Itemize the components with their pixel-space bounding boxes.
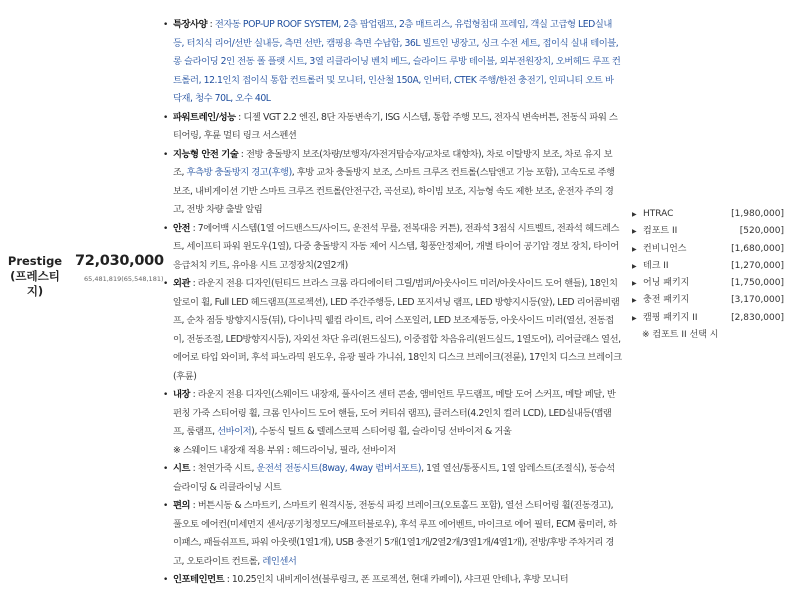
triangle-right-icon: ▶ [632,245,637,253]
spec-text: 디젤 VGT 2.2 엔진, 8단 자동변속기, ISG 시스템, 통합 주행 모드, 전자식 변속버튼, 전동식 파워 스티어링, 후륜 멀티 링크 서스펜션 [173,111,618,141]
spec-text: 라운지 전용 디자인(틴티드 브라스 크롬 라디에이터 그릴/범퍼/아웃사이드 미러/아웃사이드 도어 핸들), 18인치 알로이 휠, Full LED 헤드램프(프로젝션), LED 주간주행등, LED 포지셔닝 램프, LED 방향지시등(앞), LED 리어콤비램프, 순차 점등 방향지시등(뒤), 다이나믹 웰컴 라이트, 리어 스포일러, LED 보조제동등, 아웃사이드 미러(열선, 전동접이, 전동조절, LED방향지시등), 자외선 차단 유리(윈드실드), 이중접합 차음유리(윈드실드, 1열도어), 리어글래스 열선, 에어로 타입 와이퍼, 후석 파노라믹 윈도우, 유광 필라 가니쉬, 18인치 디스크 브레이크(전륜), 17인치 디스크 브레이크(후륜) [173,278,622,382]
spec-item [162,497,622,571]
option-name: 캠핑 패키지 II [643,312,698,323]
option-name: 어닝 패키지 [643,278,690,289]
trim-name-en: Prestige [7,254,63,268]
spec-category: 지능형 안전 기술 [173,148,239,160]
spec-category: 특장사양 [173,19,208,30]
option-name: 컨비니언스 [643,243,687,254]
option-price: [1,980,000] [731,209,784,219]
spec-category: 내장 [173,389,191,400]
triangle-right-icon: ▶ [632,211,637,218]
triangle-right-icon: ▶ [632,280,637,288]
spec-text: ), 수동식 틸트 & 텔레스코픽 스티어링 휠, 슬라이딩 선바이저 & 거울 [251,426,512,437]
option-name: 충전 패키지 [643,295,690,306]
spec-item [162,386,622,460]
trim-column [0,0,70,543]
spec-text: 10.25인치 내비게이션(블루링크, 폰 프로젝션, 현대 카페이), 샤크핀 안테나, 후방 모니터 [231,574,569,585]
spec-text: 전방 충돌방지 보조(차량/보행자/자전거탑승자/교차로 대향차), 차로 이탈방지 보조, 차로 유지 보조, [173,148,613,178]
triangle-right-icon: ▶ [632,262,637,270]
option-item [632,292,784,309]
spec-category: 외관 [173,278,191,289]
spec-highlight-text: 운전석 전동시트(8way, 4way 럼버서포트) [256,463,422,474]
option-item [632,258,784,275]
spec-category: 시트 [173,463,191,474]
spec-category: 인포테인먼트 [173,574,225,585]
spec-highlight-text: 후측방 충돌방지 경고(후행) [186,167,292,178]
spec-list [162,16,622,590]
spec-highlight-text: 전자동 POP-UP ROOF SYSTEM, 2층 팝업램프, 2층 매트리스, 유럽형침대 프레임, 객실 고급형 LED실내등, 터치식 리어/선반 실내등, 측면 선반, 캠핑용 측면 수납함, 36L 빌트인 냉장고, 싱크 수전 세트, 접이식 실내 테이블, 롱 슬라이딩 2인 전동 폴 플랫 시트, 3열 리클라이닝 벤치 베드, 슬라이드 루방 테이블, 외부전원장치, 오버헤드 루프 컨트롤러, 12.1인치 접이식 통합 컨트롤러 및 모니터, 인산철 150A, 인버터, CTEK 주행/한전 충전기, 인피니티 오트 바닥재, 청수 70L, 오수 40L [173,19,621,104]
spec-text: 버튼시동 & 스마트키, 스마트키 원격시동, 전동식 파킹 브레이크(오토홀드 포함), 열선 스티어링 휠(진동경고), 풀오토 에어컨(미세먼지 센서/공기청정모드/애프터블로우), 후석 루프 에어벤트, 마이크로 에어 필터, ECM 룸미러, 하이패스, 패들쉬프트, 파워 아웃렛(1열1개), USB 충전기 5개(1열1개/2열2개/3열1개/4열1개), 전방/후방 주차거리 경고, 오토라이트 컨트롤, [173,500,617,567]
spec-separator: : [238,148,246,160]
option-price: [1,270,000] [731,260,784,271]
spec-text: , 후방 교차 충돌방지 보조, 스마트 크루즈 컨트롤(스탑앤고 기능 포함), 고속도로 주행 보조, 내비게이션 기반 스마트 크루즈 컨트롤(안전구간, 곡선로), 하이빔 보조, 지능형 속도 제한 보조, 운전자 주의 경고, 전방 차량 출발 알림 [173,167,615,215]
option-item [632,241,784,258]
spec-item [162,460,622,497]
spec-item [162,275,622,386]
option-price: [2,830,000] [731,312,784,323]
option-item [632,206,784,223]
option-price: [520,000] [739,226,784,237]
triangle-right-icon: ▶ [632,314,637,322]
spec-separator: : [235,111,244,123]
spec-item [162,571,622,590]
spec-separator: : [224,574,232,585]
spec-item [162,220,622,276]
spec-highlight-text: 레인센서 [262,555,297,567]
option-item [632,223,784,240]
spec-separator: : [190,278,198,289]
spec-text: 라운지 전용 디자인(스웨이드 내장재, 풀사이즈 센터 콘솔, 앰비언트 무드램프, 메탈 도어 스커프, 메탈 페달, 반펀칭 가죽 스티어링 휠, 크롬 인사이드 도어 핸들, 도어 커티쉬 램프), 클러스터(4.2인치 컬러 LCD), LED실내등(맵램프, 룸램프, [173,389,616,437]
trim-name-ko: (프레스티지) [10,269,60,298]
spec-note: ※ 스웨이드 내장재 적용 부위 : 헤드라이닝, 필라, 선바이저 [173,444,396,456]
spec-category: 안전 [173,222,191,234]
spec-text: 7에어백 시스템(1열 어드밴스드/사이드, 운전석 무릎, 전복대응 커튼), 전좌석 3점식 시트벨트, 전좌석 헤드레스트, 세이프티 파워 윈도우(1열), 다중 충돌방지 자동 제어 시스템, 횡풍안정제어, 개별 타이어 공기압 경보 장치, 타이어 응급처치 키트, 유아용 시트 고정장치(2열2개) [173,222,620,271]
spec-category: 편의 [173,500,191,511]
spec-text: , 1열 열선/통풍시트, 1열 암레스트(조절식), 동승석 슬라이딩 & 리클라이닝 시트 [173,463,615,493]
option-price: [1,750,000] [731,278,784,289]
option-name: 컴포트 II [643,226,678,237]
spec-item [162,16,622,109]
option-name: 테크 II [643,260,669,271]
trim-name [2,254,68,299]
spec-highlight-text: 선바이저 [217,426,252,437]
spec-text: 천연가죽 시트, [197,463,257,474]
spec-item [162,146,622,220]
option-note: ※ 컴포트 II 선택 시 [642,330,719,341]
option-price: [1,680,000] [731,243,784,254]
option-price: [3,170,000] [731,295,784,306]
spec-separator: : [207,19,215,30]
spec-category: 파워트레인/성능 [173,111,236,123]
triangle-right-icon: ▶ [632,228,637,236]
option-name: HTRAC [643,209,674,219]
spec-separator: : [190,389,198,400]
spec-separator: : [190,222,198,234]
spec-item [162,109,622,146]
option-list [632,206,784,344]
option-item [632,275,784,292]
spec-separator: : [190,500,198,511]
price-column [70,0,162,543]
trim-price: 72,030,000 [75,253,164,269]
spec-separator: : [190,463,198,474]
trim-price-sub: 65,481,819(65,548,181) [84,275,164,283]
option-item [632,310,784,327]
triangle-right-icon: ▶ [632,297,637,305]
